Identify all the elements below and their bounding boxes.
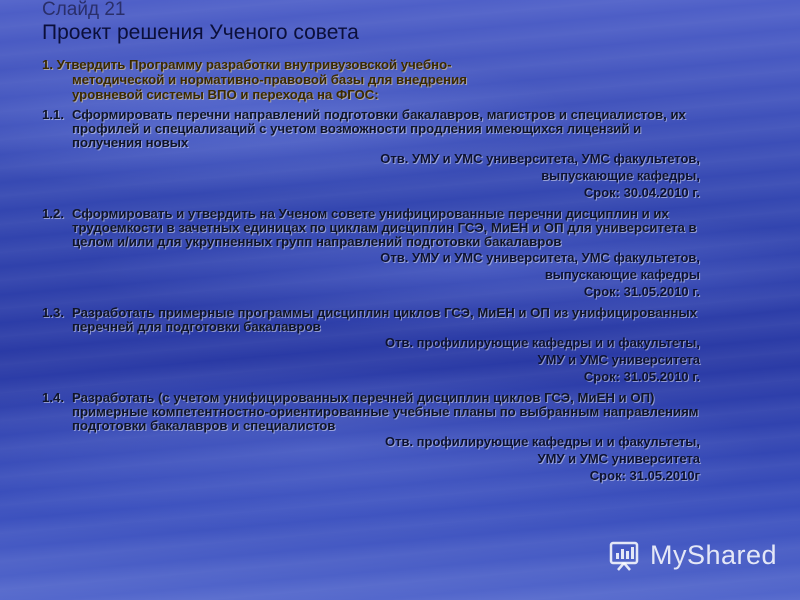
- slide-content: [42, 57, 702, 484]
- item-number: 1.4.: [42, 390, 64, 405]
- item-2: [42, 207, 702, 300]
- item-number: 1.3.: [42, 305, 64, 320]
- responsible-line: УМУ и УМС университета: [537, 451, 700, 466]
- intro-line-2: методической и нормативно-правовой базы для внедрения: [72, 72, 467, 87]
- item-number: 1.2.: [42, 206, 64, 221]
- item-text: Разработать (с учетом унифицированных перечней дисциплин циклов ГСЭ, МиЕН и ОП) примерные компетентностно-ориентированные учебные планы по выбранным направлениям подготовки бакалавров и специалистов: [72, 390, 699, 433]
- slide-number: Слайд 21: [42, 0, 126, 20]
- deadline: Срок: 30.04.2010 г.: [583, 185, 700, 200]
- myshared-logo[interactable]: [608, 537, 777, 573]
- item-1: [42, 108, 702, 201]
- responsible-line: Отв. УМУ и УМС университета, УМС факультетов,: [380, 250, 700, 265]
- slide-title: Проект решения Ученого совета: [42, 21, 359, 44]
- responsible-line: Отв. профилирующие кафедры и и факультеты,: [384, 335, 700, 350]
- item-text: Сформировать перечни направлений подготовки бакалавров, магистров и специалистов, их профилей и специализаций с учетом возможности продления имеющихся лицензий и получения новых: [72, 107, 686, 150]
- intro-paragraph: [42, 57, 702, 102]
- logo-text: MyShared: [650, 539, 778, 570]
- responsible-line: выпускающие кафедры,: [541, 168, 700, 183]
- item-4: [42, 391, 702, 484]
- responsible-line: УМУ и УМС университета: [537, 352, 700, 367]
- responsible-line: Отв. профилирующие кафедры и и факультеты,: [384, 434, 700, 449]
- deadline: Срок: 31.05.2010 г.: [583, 284, 700, 299]
- item-3: [42, 306, 702, 385]
- intro-line-1: 1. Утвердить Программу разработки внутривузовской учебно-: [42, 57, 452, 72]
- responsible-line: выпускающие кафедры: [544, 267, 700, 282]
- myshared-logo-icon: [608, 538, 642, 572]
- item-text: Разработать примерные программы дисциплин циклов ГСЭ, МиЕН и ОП из унифицированных перечней для подготовки бакалавров: [72, 305, 698, 334]
- item-text: Сформировать и утвердить на Ученом совете унифицированные перечни дисциплин и их трудоемкости в зачетных единицах по циклам дисциплин ГСЭ, МиЕН и ОП для университета в целом и/или для укрупненных групп направлений подготовки бакалавров: [72, 206, 697, 249]
- item-number: 1.1.: [42, 107, 64, 122]
- responsible-line: Отв. УМУ и УМС университета, УМС факультетов,: [380, 151, 700, 166]
- deadline: Срок: 31.05.2010г: [589, 468, 700, 483]
- intro-line-3: уровневой системы ВПО и перехода на ФГОС:: [72, 87, 379, 102]
- deadline: Срок: 31.05.2010 г.: [583, 369, 700, 384]
